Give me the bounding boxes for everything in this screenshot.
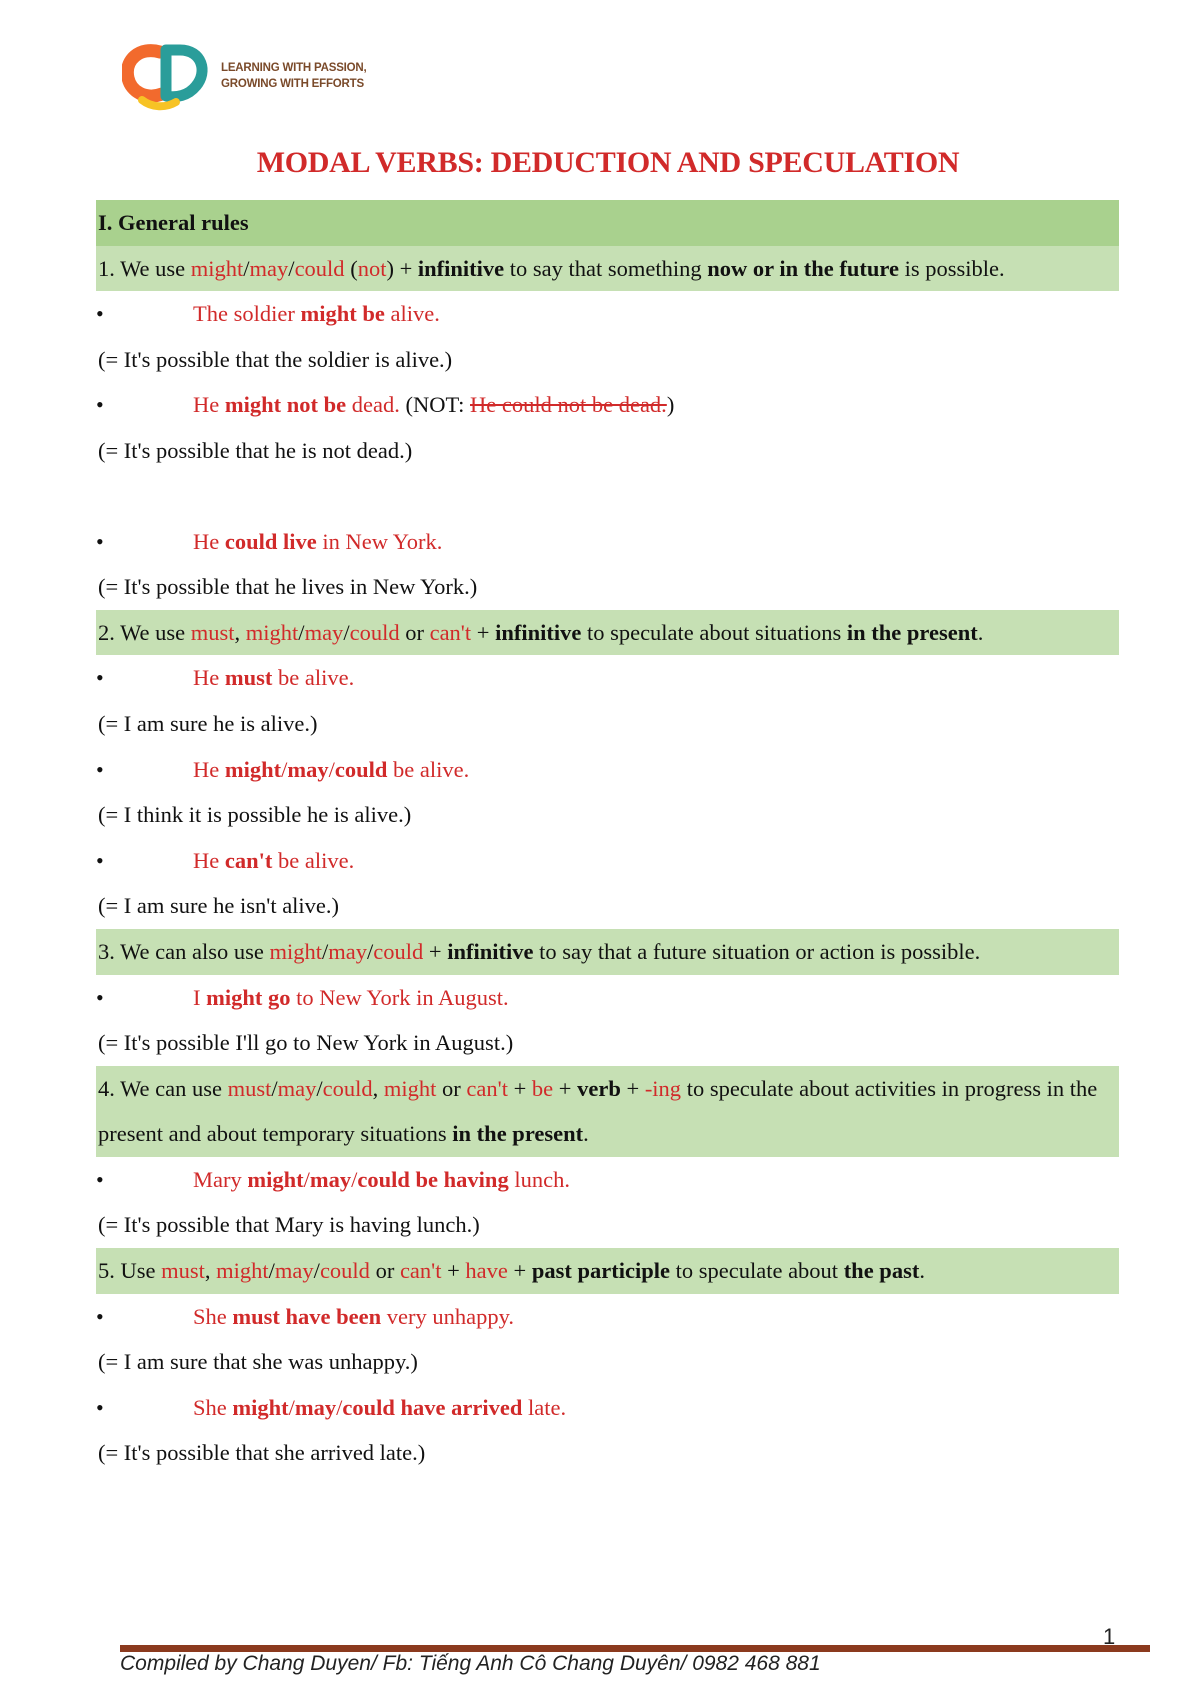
bullet-icon: • <box>96 301 104 327</box>
paraphrase-8: (= It's possible that Mary is having lunch.) <box>98 1212 480 1238</box>
spacer <box>96 474 1119 519</box>
paraphrase-4: (= I am sure he is alive.) <box>98 710 318 736</box>
paraphrase-2: (= It's possible that he is not dead.) <box>98 437 413 463</box>
paraphrase-7: (= It's possible I'll go to New York in August.) <box>98 1030 514 1056</box>
cd-logo-icon <box>122 42 212 112</box>
footer-divider <box>120 1645 1150 1652</box>
example-8: • Mary might/may/could be having lunch. <box>96 1157 1119 1203</box>
bullet-icon: • <box>96 392 104 418</box>
bullet-icon: • <box>96 1394 104 1420</box>
logo <box>122 42 462 112</box>
paraphrase-10: (= It's possible that she arrived late.) <box>98 1440 426 1466</box>
rule-1: 1. We use might/may/could (not) + infinitive to say that something now or in the future is possible. <box>96 246 1119 292</box>
example-6: • He can't be alive. <box>96 838 1119 884</box>
example-2: • He might not be dead. (NOT: He could not be dead.) <box>96 382 1119 428</box>
rule-5: 5. Use must, might/may/could or can't + have + past participle to speculate about the past. <box>96 1248 1119 1294</box>
paraphrase-9: (= I am sure that she was unhappy.) <box>98 1349 418 1375</box>
paraphrase-6: (= I am sure he isn't alive.) <box>98 893 340 919</box>
content <box>96 200 1119 1476</box>
bullet-icon: • <box>96 756 104 782</box>
rule-4: 4. We can use must/may/could, might or can't + be + verb + -ing to speculate about activities in progress in the present and about temporary situations in the present. <box>96 1066 1119 1157</box>
example-10: • She might/may/could have arrived late. <box>96 1385 1119 1431</box>
example-3: • He could live in New York. <box>96 519 1119 565</box>
tagline-line-1: LEARNING WITH PASSION, <box>221 62 367 74</box>
bullet-icon: • <box>96 665 104 691</box>
paraphrase-3: (= It's possible that he lives in New York.) <box>98 574 478 600</box>
page-number: 1 <box>1103 1624 1116 1649</box>
example-7: • I might go to New York in August. <box>96 975 1119 1021</box>
rule-2: 2. We use must, might/may/could or can't + infinitive to speculate about situations in the present. <box>96 610 1119 656</box>
bullet-icon: • <box>96 1303 104 1329</box>
paraphrase-1: (= It's possible that the soldier is alive.) <box>98 346 453 372</box>
bullet-icon: • <box>96 528 104 554</box>
example-4: • He must be alive. <box>96 655 1119 701</box>
bullet-icon: • <box>96 847 104 873</box>
footer-credit: Compiled by Chang Duyen/ Fb: Tiếng Anh Cô Chang Duyên/ 0982 468 881 <box>120 1652 821 1675</box>
page-title: MODAL VERBS: DEDUCTION AND SPECULATION <box>256 146 960 179</box>
tagline-line-2: GROWING WITH EFFORTS <box>221 78 364 90</box>
section-heading: I. General rules <box>96 200 1119 246</box>
rule-3: 3. We can also use might/may/could + infinitive to say that a future situation or action is possible. <box>96 929 1119 975</box>
example-1: • The soldier might be alive. <box>96 291 1119 337</box>
bullet-icon: • <box>96 984 104 1010</box>
bullet-icon: • <box>96 1166 104 1192</box>
paraphrase-5: (= I think it is possible he is alive.) <box>98 802 412 828</box>
example-5: • He might/may/could be alive. <box>96 747 1119 793</box>
example-9: • She must have been very unhappy. <box>96 1294 1119 1340</box>
logo-tagline <box>221 60 367 92</box>
